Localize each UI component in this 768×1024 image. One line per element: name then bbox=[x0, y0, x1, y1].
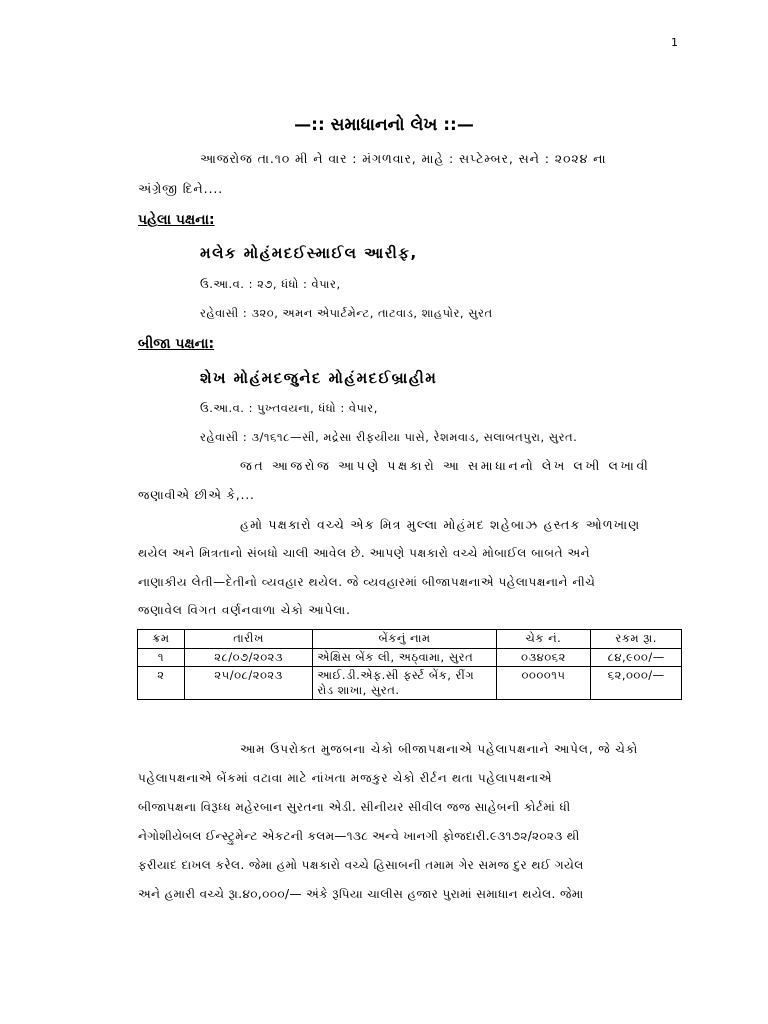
cell-cheque-no: ૦૦૦૦૧૫ bbox=[496, 667, 591, 700]
header-cheque-no: ચેક નં. bbox=[496, 630, 591, 649]
intro-line-1: આજરોજ તા.૧૦ મી ને વાર : મંગળવાર, માહે : સપ્ટેમ્બર, સને : ૨૦૨૪ ના bbox=[200, 151, 607, 166]
para2-line-4: નેગોશીયેબલ ઈન્સ્ટ્રુમેન્ટ એકટની કલમ—૧૩૮ અન્વે ખાનગી ફોજદારી.૯૩૧૭૨/૨૦૨૩ થી bbox=[138, 829, 580, 843]
header-amount: રકમ રૂા. bbox=[591, 630, 682, 649]
cell-cheque-no: ૦૩૪૦૬૨ bbox=[496, 649, 591, 667]
cell-date: ૨૫/૦૮/૨૦૨૩ bbox=[184, 667, 313, 700]
first-party-address: રહેવાસી : ૩૨૦, અમન એપાર્ટમેન્ટ, તાટવાડ, શાહપોર, સુરત bbox=[200, 306, 493, 320]
cell-bank-name: આઈ.ડી.એફ.સી ફર્સ્ટ બેંક, રીંગ રોડ શાખા, સુરત. bbox=[313, 667, 496, 700]
first-party-age-occupation: ઉ.આ.વ. : ૨૭, ધંધો : વેપાર, bbox=[200, 277, 341, 291]
para1-line-1: હમો પક્ષકારો વચ્ચે એક મિત્ર મુલ્લા મોહંમદ શહેબાઝ હસ્તક ઓળખાણ bbox=[240, 517, 641, 532]
cell-serial: ૨ bbox=[138, 667, 185, 700]
cell-amount: ૮૪,૯૦૦/— bbox=[591, 649, 682, 667]
para1-line-3: નાણાકીય લેતી—દેતીનો વ્યવહાર થયેલ. જે વ્યવહારમાં બીજાપક્ષનાએ પહેલાપક્ષનાને નીચે bbox=[138, 575, 596, 589]
cell-amount: ૬૨,૦૦૦/— bbox=[591, 667, 682, 700]
para2-line-3: બીજાપક્ષના વિરૂધ્ધ મહેરબાન સુરતના એડી. સીનીયર સીવીલ જજ સાહેબની કોર્ટમાં ધી bbox=[138, 800, 571, 814]
table-row bbox=[138, 667, 682, 700]
para1-line-2: થયેલ અને મિત્રતાનો સંબધો ચાલી આવેલ છે. આપણે પક્ષકારો વચ્ચે મોબાઈલ બાબતે અને bbox=[138, 546, 591, 560]
first-party-name: મલેક મોહંમદઈસ્માઈલ આરીફ, bbox=[200, 244, 418, 262]
para2-line-6: અને હમારી વચ્ચે રૂા.૪૦,૦૦૦/— અંકે રૂપિયા ચાલીસ હજાર પુરામાં સમાધાન થયેલ. જેમા bbox=[138, 887, 584, 901]
cheque-table bbox=[137, 629, 682, 700]
header-bank-name: બેંકનું નામ bbox=[313, 630, 496, 649]
header-serial: ક્રમ bbox=[138, 630, 185, 649]
second-party-heading: બીજા પક્ષના: bbox=[138, 336, 215, 352]
second-party-age-occupation: ઉ.આ.વ. : પુખ્તવયના, ધંધો : વેપાર, bbox=[200, 401, 378, 415]
page-number: 1 bbox=[671, 36, 678, 49]
document-title: —:: સમાધાનનો લેખ ::— bbox=[294, 115, 474, 135]
table-header-row bbox=[138, 630, 682, 649]
para1-line-4: જણાવેલ વિગત વર્ણનવાળા ચેકો આપેલા. bbox=[138, 603, 351, 617]
para2-line-1: આમ ઉપરોક્ત મુજબના ચેકો બીજાપક્ષનાએ પહેલાપક્ષનાને આપેલ, જે ચેકો bbox=[240, 742, 639, 756]
cell-bank-name: એક્ષિસ બેંક લી, અઠ્વામા, સુરત bbox=[313, 649, 496, 667]
statement-line-1: જત આજરોજ આપણે પક્ષકારો આ સમાધાનનો લેખ લખી લખાવી bbox=[240, 458, 651, 473]
statement-line-2: જણાવીએ છીએ કે,... bbox=[138, 488, 255, 502]
cell-serial: ૧ bbox=[138, 649, 185, 667]
table-row bbox=[138, 649, 682, 667]
first-party-heading: પહેલા પક્ષના: bbox=[138, 212, 215, 228]
para2-line-2: પહેલાપક્ષનાએ બેંકમાં વટાવા માટે નાંખતા મજકુર ચેકો રીર્ટન થતા પહેલાપક્ષનાએ bbox=[138, 771, 553, 785]
second-party-address: રહેવાસી : ૩/૧૬૧૮—સી, મદ્રેસા રીફયીયા પાસે, રેશમવાડ, સલાબતપુરા, સુરત. bbox=[200, 430, 578, 444]
intro-line-2: અંગ્રેજી દિને.... bbox=[138, 181, 224, 196]
para2-line-5: ફરીયાદ દાખલ કરેલ. જેમા હમો પક્ષકારો વચ્ચે હિસાબની તમામ ગેર સમજ દુર થઈ ગયેલ bbox=[138, 858, 584, 872]
header-date: તારીખ bbox=[184, 630, 313, 649]
second-party-name: શેખ મોહંમદજુનેદ મોહંમદઈબ્રાહીમ bbox=[200, 369, 438, 387]
cell-date: ૨૮/૦૭/૨૦૨૩ bbox=[184, 649, 313, 667]
